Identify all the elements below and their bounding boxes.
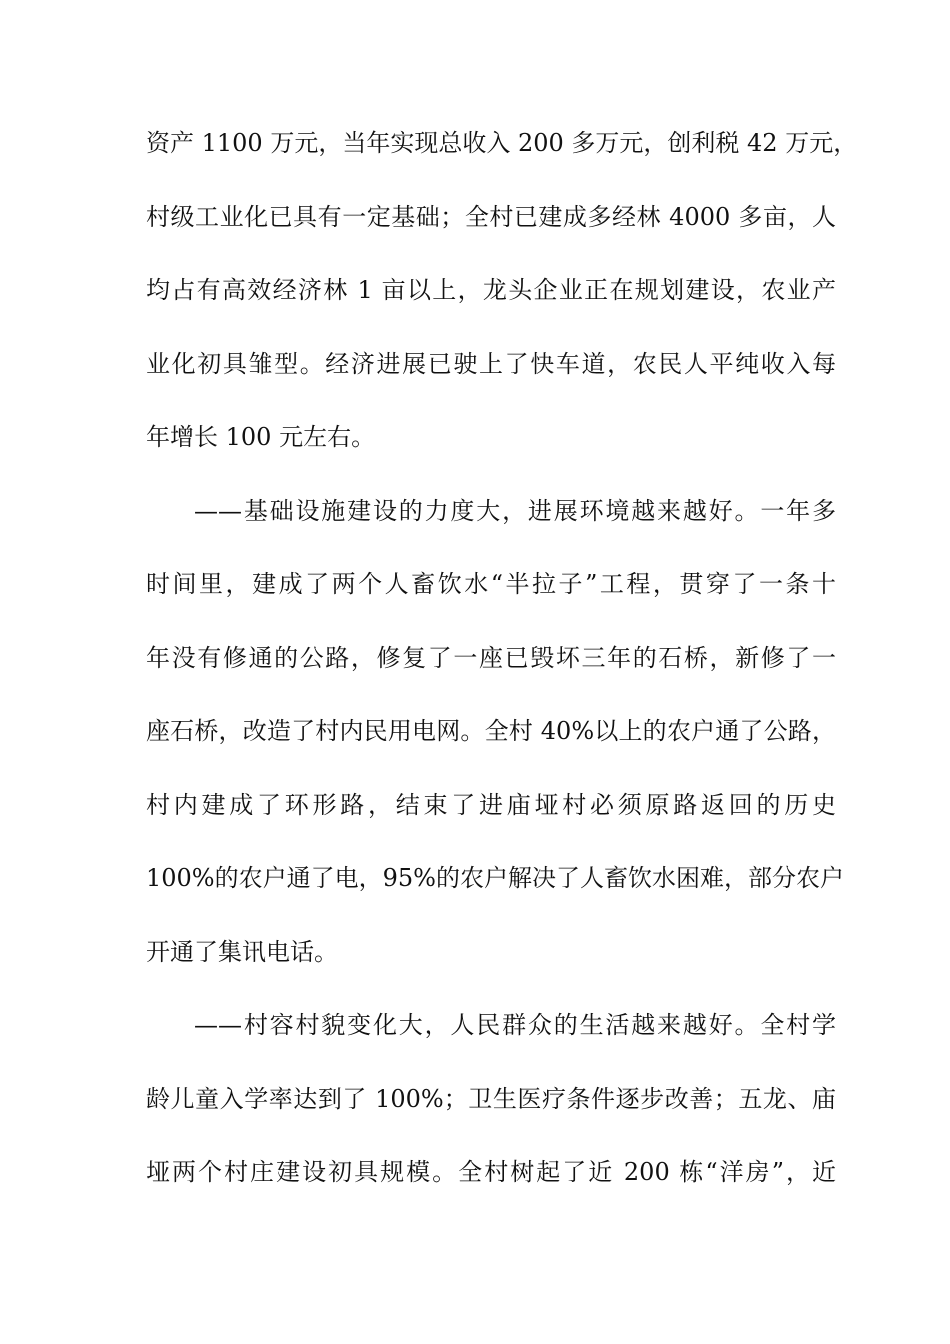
text-line: 年增长 100 元左右。 [146,423,376,451]
text-line: 龄儿童入学率达到了 100%；卫生医疗条件逐步改善；五龙、庙 [146,1084,836,1113]
text-line: 座石桥，改造了村内民用电网。全村 40%以上的农户通了公路， [146,717,836,745]
text-line: 100%的农户通了电，95%的农户解决了人畜饮水困难，部分农户 [146,864,844,892]
text-line: 村级工业化已具有一定基础；全村已建成多经林 4000 多亩，人 [146,202,836,231]
text-line: 垭两个村庄建设初具规模。全村树起了近 200 栋“洋房”，近 [146,1158,836,1186]
text-line: 业化初具雏型。经济进展已驶上了快车道，农民人平纯收入每 [146,349,836,378]
paragraph-start-line: ——基础设施建设的力度大，进展环境越来越好。一年多 [194,496,836,525]
text-line: 时间里，建成了两个人畜饮水“半拉子”工程，贯穿了一条十 [146,570,836,598]
text-line: 均占有高效经济林 1 亩以上，龙头企业正在规划建设，农业产 [146,276,836,304]
paragraph-start-line: ——村容村貌变化大，人民群众的生活越来越好。全村学 [194,1011,836,1039]
text-line: 开通了集讯电话。 [146,937,338,966]
text-line: 资产 1100 万元，当年实现总收入 200 多万元，创利税 42 万元， [146,129,858,157]
text-line: 村内建成了环形路，结束了进庙垭村必须原路返回的历史 [146,790,836,819]
text-line: 年没有修通的公路，修复了一座已毁坏三年的石桥，新修了一 [146,643,836,672]
document-body [146,123,858,1226]
